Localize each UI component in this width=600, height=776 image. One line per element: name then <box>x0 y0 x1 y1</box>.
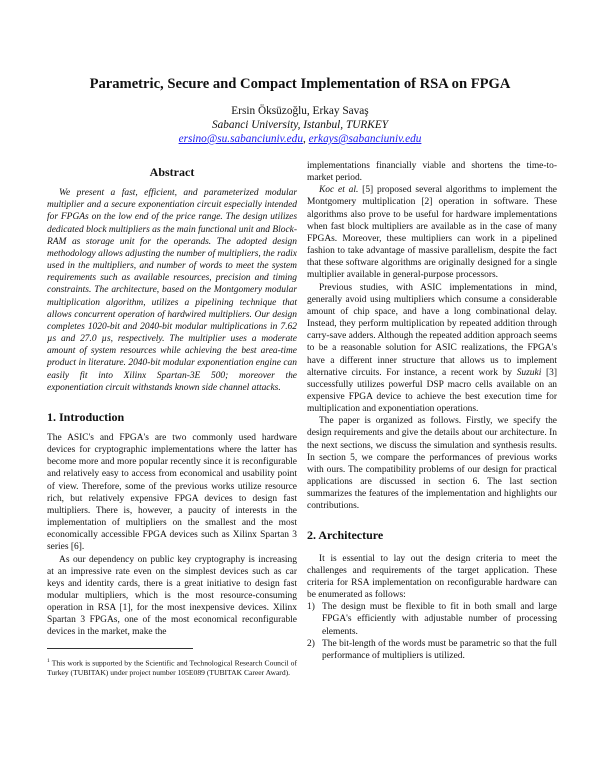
footnote-text: This work is supported by the Scientific and Technological Research Council of Turkey (TUBITAK) under project number 105E089 (TUBITAK Career Award). <box>47 658 298 678</box>
paragraph-text: [5] proposed several algorithms to implement the Montgomery multiplication [2] operation in software. These algorithms also prove to be useful for hardware implementations when fast block multipliers are available as in the case of many FPGAs. Moreover, these multipliers can work in a pipelined fashion to take advantage of massive parallelism, despite the fact that these software algorithms are originally designed for a single multiplier available in general-purpose processors. <box>307 185 557 281</box>
list-item <box>307 601 557 637</box>
criteria-list <box>307 601 557 662</box>
right-column <box>307 160 557 662</box>
email-link[interactable]: ersino@su.sabanciuniv.edu <box>178 133 303 145</box>
footnote-divider <box>47 648 193 649</box>
footnote <box>47 657 297 678</box>
paragraph-continued: implementations financially viable and shortens the time-to-market period. <box>307 161 557 184</box>
abstract-heading: Abstract <box>149 165 195 179</box>
paragraph: It is essential to lay out the design criteria to meet the challenges and requirements of the target application. These criteria for RSA implementation on reconfigurable hardware can be enumerated as follows: <box>307 553 557 601</box>
paragraph: As our dependency on public key cryptography is increasing at an impressive rate even on the simplest devices such as car keys and identity cards, there is a great initiative to design fast modular multipliers, which is the most resource-consuming operation in RSA [1], for the most inexpensive devices. Xilinx Spartan 3 FPGAs, one of the most economical reconfigurable devices in the market, make the <box>47 554 297 638</box>
email-separator: , <box>302 133 309 145</box>
paragraph: The paper is organized as follows. Firstly, we specify the design requirements and give the details about our architecture. In the next sections, we discuss the simulation and synthesis results. In section 5, we compare the performances of previous works with ours. The compatibility problems of our design for practical applications are discussed in section 6. The last section summarizes the features of the implementation and highlights our contributions. <box>307 416 557 512</box>
paper-title: Parametric, Secure and Compact Implementation of RSA on FPGA <box>89 76 511 92</box>
paragraph: The ASIC's and FPGA's are two commonly used hardware devices for cryptographic implementations where the latter has become more and more popular recently since it is reconfigurable and relatively easy to access from economical and usability point of view. Therefore, some of the previous works utilize resource rich, but relatively expensive FPGA devices to design fast multipliers. There is, however, a paucity of interests in the implementation of multipliers on the smallest and the most economically accessible FPGA devices such as Xilinx Spartan 3 series [6]. <box>47 432 297 553</box>
list-number: 1) <box>307 602 315 613</box>
list-number: 2) <box>307 638 315 649</box>
email-link[interactable]: erkays@sabanciuniv.edu <box>308 133 422 145</box>
left-column <box>47 166 297 639</box>
section-heading-introduction: 1. Introduction <box>47 409 125 424</box>
affiliation: Sabanci University, Istanbul, TURKEY <box>211 119 389 131</box>
list-text: The bit-length of the words must be parametric so that the full performance of multipliers is utilized. <box>322 638 557 661</box>
abstract <box>47 166 297 394</box>
paragraph-text: [3] successfully utilizes powerful DSP macro cells available on an expensive FPGA device to achieve the best execution time for multiplication and exponentiation operations. <box>307 367 557 415</box>
footnote-mark: 1 <box>47 658 50 664</box>
abstract-text: We present a fast, efficient, and parameterized modular multiplier and a secure exponentiation circuit especially intended for FPGAs on the low end of the price range. The design utilizes dedicated block multipliers as the main functional unit and Block-RAM as storage unit for the operands. The adopted design methodology allows adjusting the number of multipliers, the radix used in the multipliers, and number of words to meet the system requirements such as available resources, precision and timing constraints. The architecture, based on the Montgomery modular multiplication algorithm, utilizes a pipelining technique that allows concurrent operation of hardwired multipliers. Our design completes 1020-bit and 2040-bit modular multiplications in 7.62 µs and 27.0 µs, respectively. The multiplier uses a moderate amount of system resources while achieving the best area-time product in literature. 2040-bit modular exponentiation engine can easily fit into Xilinx Spartan-3E 500; moreover the exponentiation circuit withstands known side channel attacks. <box>47 188 297 393</box>
emails <box>0 132 600 146</box>
list-text: The design must be flexible to fit in both small and large FPGA's efficiently with adjustable number of processing elements. <box>322 602 557 637</box>
author-block <box>0 104 600 146</box>
section-heading-architecture: 2. Architecture <box>307 527 384 542</box>
paragraph <box>307 282 557 416</box>
paragraph-text: Previous studies, with ASIC implementations in mind, generally avoid using multipliers which consume a considerable amount of chip space, and have a long combinational delay. Instead, they perform multiplication by repeated addition through carry-save adders. Although the repeated addition approach seems to be a reasonable solution for ASIC realizations, the FPGA's have a different inner structure that allows us to implement alternative circuits. For instance, a recent work by <box>307 282 557 378</box>
cited-author: Koc et al. <box>319 185 359 196</box>
list-item <box>307 638 557 662</box>
paragraph <box>307 184 557 281</box>
cited-author: Suzuki <box>516 367 542 378</box>
author-names: Ersin Öksüzoğlu, Erkay Savaş <box>231 105 369 117</box>
